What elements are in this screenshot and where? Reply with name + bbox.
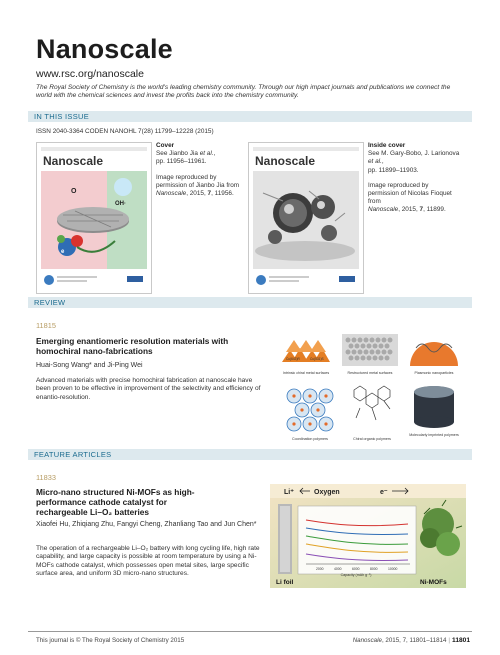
svg-text:e: e xyxy=(61,249,65,255)
cover-heading: Cover xyxy=(156,142,175,149)
svg-text:2000: 2000 xyxy=(316,567,324,571)
svg-text:Cu(643)R: Cu(643)R xyxy=(286,357,300,361)
svg-text:Ni-MOFs: Ni-MOFs xyxy=(420,579,447,586)
svg-text:Cu(531)S: Cu(531)S xyxy=(310,357,324,361)
feature-page-number[interactable]: 11833 xyxy=(36,473,57,482)
cover-credit: Image reproduced by permission of Jianbo Jia from xyxy=(156,173,240,189)
svg-text:6000: 6000 xyxy=(352,567,360,571)
svg-text:Chiral organic polymers: Chiral organic polymers xyxy=(353,437,391,441)
publisher-intro: The Royal Society of Chemistry is the world’s leading chemistry community. Through our high impact journals and publications we connect the world with the chemical sciences and invest the profits back into the chemistry community. xyxy=(36,84,451,100)
cover-illustration xyxy=(37,143,151,293)
inside-cover-pages: pp. 11899–11903. xyxy=(368,166,419,174)
section-bar-in-this-issue xyxy=(28,111,472,122)
cover-image[interactable] xyxy=(36,142,152,294)
cover-pages: pp. 11956–11961. xyxy=(156,158,207,166)
inside-cover-citation: Nanoscale, 2015, 7, 11899. xyxy=(368,206,446,214)
inside-cover-reference: See M. Gary-Bobo, J. Larionova et al., xyxy=(368,150,460,166)
svg-text:10000: 10000 xyxy=(388,567,398,571)
review-page-number[interactable]: 11815 xyxy=(36,321,57,330)
svg-text:Intrinsic chiral metal surface: Intrinsic chiral metal surfaces xyxy=(282,371,330,375)
cover-caption xyxy=(156,142,248,198)
inside-cover-caption xyxy=(368,142,460,215)
section-label: FEATURE ARTICLES xyxy=(34,450,112,459)
section-bar-review xyxy=(28,297,472,308)
svg-text:Nanoscale: Nanoscale xyxy=(255,154,316,168)
feature-graphic-figure xyxy=(270,484,466,588)
footer-page-number: 11801 xyxy=(452,637,470,644)
section-label: REVIEW xyxy=(34,298,66,307)
feature-abstract: The operation of a rechargeable Li–O₂ battery with long cycling life, high rate capability, and large capacity is possible at room temperature by using a Ni-MOFs cathode catalyst, which possesses open metal sites, large specific surface area, and uniform 3D micro-nano structures. xyxy=(36,545,260,578)
section-label: IN THIS ISSUE xyxy=(34,112,90,121)
review-graphical-abstract[interactable] xyxy=(276,330,466,448)
svg-text:Li⁺: Li⁺ xyxy=(284,489,294,496)
footer-divider xyxy=(28,631,472,632)
inside-cover-image[interactable] xyxy=(248,142,364,294)
cover-citation: Nanoscale, 2015, 7, 11956. xyxy=(156,190,234,198)
issn-line: ISSN 2040-3364 CODEN NANOHL 7(28) 11799–12228 (2015) xyxy=(36,128,214,135)
svg-text:4000: 4000 xyxy=(334,567,342,571)
footer-copyright: This journal is © The Royal Society of Chemistry 2015 xyxy=(36,637,185,644)
svg-text:Plasmonic nanoparticles: Plasmonic nanoparticles xyxy=(414,371,454,375)
journal-url[interactable]: www.rsc.org/nanoscale xyxy=(36,68,144,80)
review-authors: Huai-Song Wang* and Ji-Ping Wei xyxy=(36,362,143,369)
svg-text:Capacity (mAh g⁻¹): Capacity (mAh g⁻¹) xyxy=(340,573,372,577)
footer-journal: Nanoscale xyxy=(352,637,382,644)
review-abstract: Advanced materials with precise homochiral fabrication at nanoscale have been proven to be effective in improvement of the selectivity and efficiency of enantio-resolution. xyxy=(36,377,261,401)
svg-text:Molecularly imprinted polymers: Molecularly imprinted polymers xyxy=(409,433,459,437)
review-title[interactable]: Emerging enantiomeric resolution materials with homochiral nano-fabrications xyxy=(36,336,229,356)
inside-cover-credit: Image reproduced by permission of Nicolas Fioquet from xyxy=(368,181,452,206)
svg-text:OH·: OH· xyxy=(115,201,126,207)
svg-text:Oxygen: Oxygen xyxy=(314,489,340,496)
svg-text:8000: 8000 xyxy=(370,567,378,571)
inside-cover-heading: Inside cover xyxy=(368,142,406,149)
review-graphic-figure xyxy=(276,330,466,448)
feature-authors: Xiaofei Hu, Zhiqiang Zhu, Fangyi Cheng, Zhanliang Tao and Jun Chen* xyxy=(36,521,257,528)
svg-text:Nanoscale: Nanoscale xyxy=(43,154,104,168)
footer-reference: , 2015, 7, 11801–11814 xyxy=(381,637,447,644)
svg-text:O: O xyxy=(71,188,77,195)
svg-text:Li foil: Li foil xyxy=(276,579,294,586)
svg-text:Restructured metal surfaces: Restructured metal surfaces xyxy=(347,371,393,375)
journal-title: Nanoscale xyxy=(36,34,173,64)
feature-title[interactable]: Micro-nano structured Ni-MOFs as high-performance cathode catalyst for rechargeable Li–O₂ batteries xyxy=(36,487,195,517)
cover-reference: See Jianbo Jia et al., xyxy=(156,150,216,158)
feature-graphical-abstract[interactable] xyxy=(270,484,466,588)
svg-text:Coordination polymers: Coordination polymers xyxy=(292,437,328,441)
inside-cover-illustration xyxy=(249,143,363,293)
svg-text:e⁻: e⁻ xyxy=(380,489,388,496)
section-bar-feature-articles xyxy=(28,449,472,460)
footer-citation: Nanoscale, 2015, 7, 11801–11814 | 11801 xyxy=(352,637,470,644)
